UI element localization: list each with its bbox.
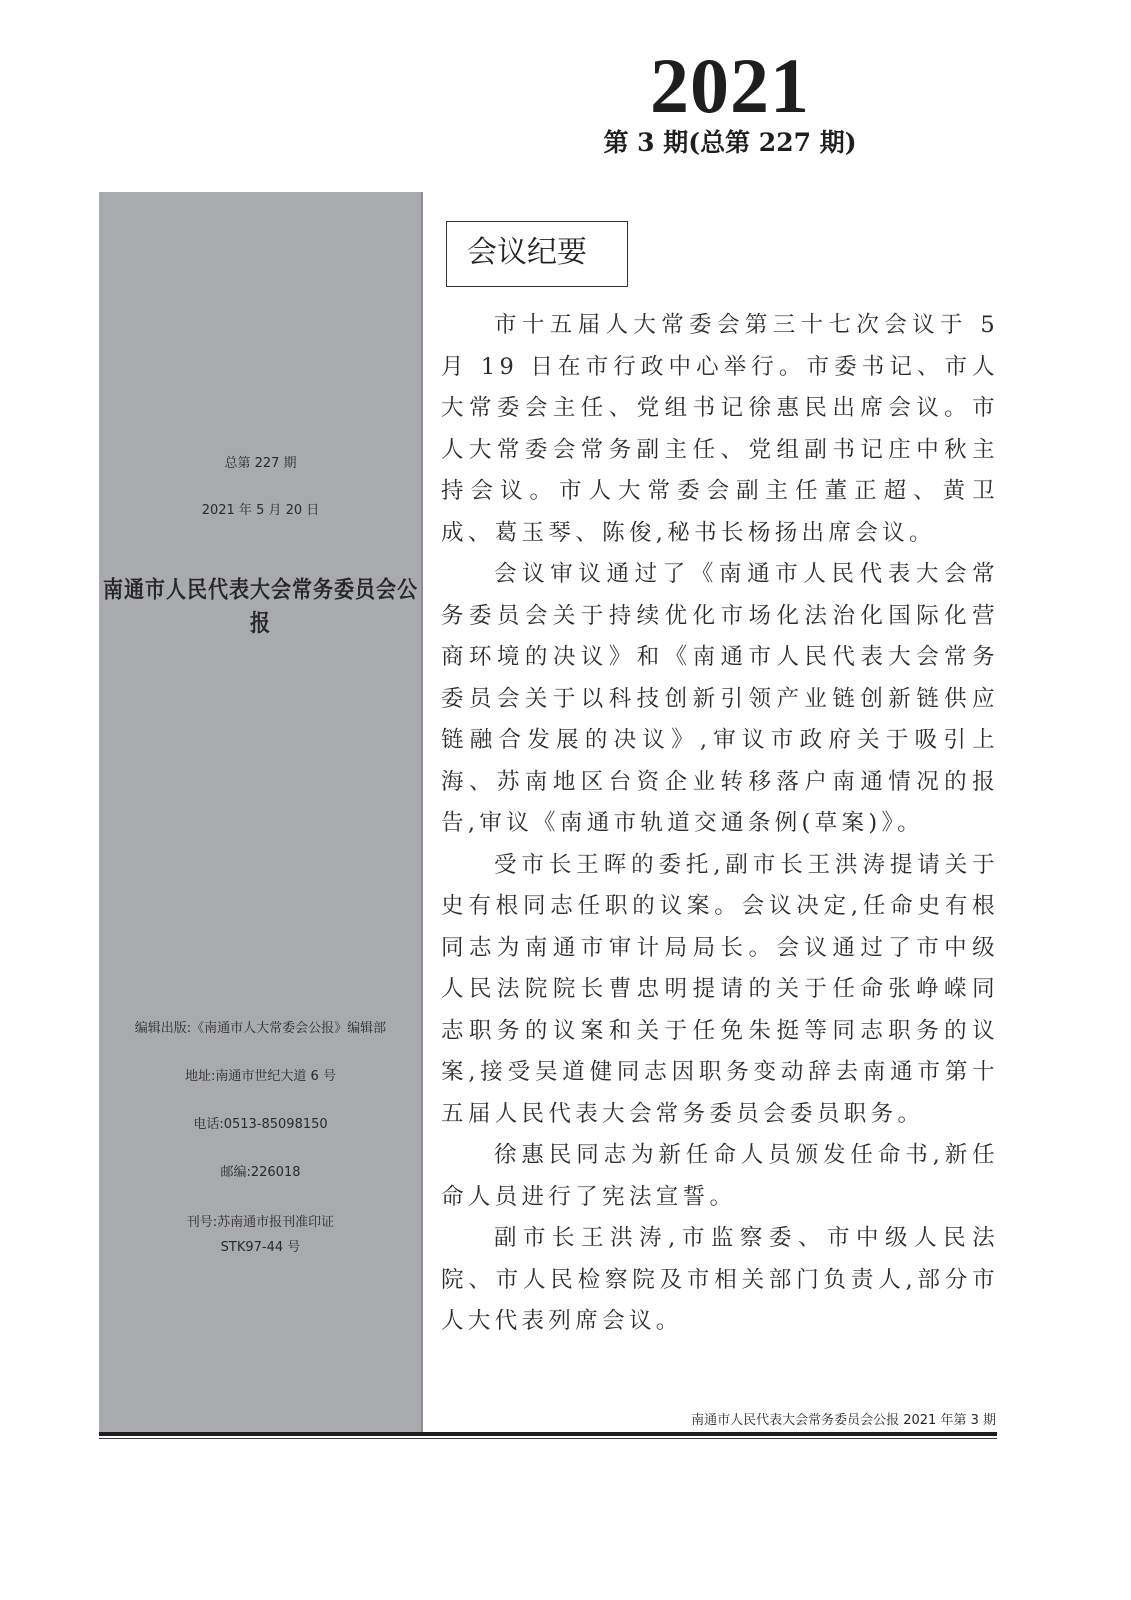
article-paragraph: 徐惠民同志为新任命人员颁发任命书,新任命人员进行了宪法宣誓。 (441, 1142, 999, 1210)
footer-rule-thin (99, 1438, 997, 1439)
publication-date: 2021 年 5 月 20 日 (201, 503, 320, 518)
total-issue: 总第 227 期 (224, 456, 297, 471)
postcode-info: 邮编:226018 (220, 1165, 301, 1180)
year-heading: 2021 (650, 42, 810, 129)
permit-info-line1: 刊号:苏南通市报刊准印证 (186, 1215, 335, 1230)
footer-rule-thick (99, 1432, 997, 1436)
article-paragraph: 受市长王晖的委托,副市长王洪涛提请关于史有根同志任职的议案。会议决定,任命史有根同志为南通市审计局局长。会议通过了市中级人民法院院长曹忠明提请的关于任命张峥嵘同志职务的议案和关于任免朱挺等同志职务的议案,接受吴道健同志因职务变动辞去南通市第十五届人民代表大会常务委员会委员职务。 (441, 851, 999, 1127)
issue-number: 第 3 期(总第 227 期) (603, 128, 857, 157)
editor-info: 编辑出版:《南通市人大常委会公报》编辑部 (134, 1021, 387, 1036)
section-title: 会议纪要 (467, 235, 587, 270)
permit-info-line2: STK97-44 号 (220, 1240, 301, 1255)
article-body (441, 305, 999, 1343)
phone-info: 电话:0513-85098150 (193, 1117, 328, 1132)
sidebar-panel (99, 192, 422, 1433)
article-paragraph: 市十五届人大常委会第三十七次会议于 5 月 19 日在市行政中心举行。市委书记、市人大常委会主任、党组书记徐惠民出席会议。市人大常委会常务副主任、党组副书记庄中秋主持会议。市人大常委会副主任董正超、黄卫成、葛玉琴、陈俊,秘书长杨扬出席会议。 (441, 312, 999, 546)
sidebar-edge-divider (421, 192, 423, 1433)
address-info: 地址:南通市世纪大道 6 号 (185, 1069, 336, 1084)
section-title-box (446, 221, 628, 287)
article-paragraph: 副市长王洪涛,市监察委、市中级人民法院、市人民检察院及市相关部门负责人,部分市人大代表列席会议。 (441, 1225, 999, 1334)
publication-title: 南通市人民代表大会常务委员会公报 (103, 575, 418, 637)
running-footer: 南通市人民代表大会常务委员会公报 2021 年第 3 期 (691, 1413, 996, 1428)
article-paragraph: 会议审议通过了《南通市人民代表大会常务委员会关于持续优化市场化法治化国际化营商环境的决议》和《南通市人民代表大会常务委员会关于以科技创新引领产业链创新链供应链融合发展的决议》,审议市政府关于吸引上海、苏南地区台资企业转移落户南通情况的报告,审议《南通市轨道交通条例(草案)》。 (441, 561, 999, 836)
